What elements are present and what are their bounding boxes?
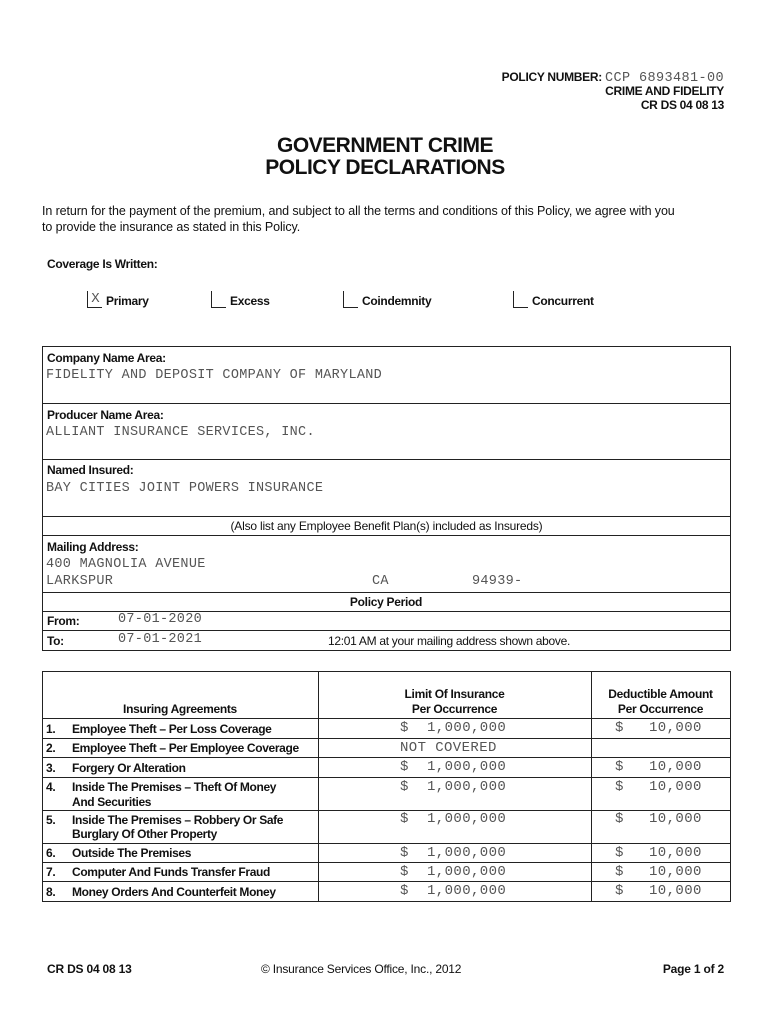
company-value: FIDELITY AND DEPOSIT COMPANY OF MARYLAND xyxy=(46,368,383,383)
row7-limit-currency: $ xyxy=(400,864,409,880)
excess-label: Excess xyxy=(230,294,270,308)
box-top-rule xyxy=(42,346,731,347)
col-limit-line1: Limit Of Insurance xyxy=(404,687,505,701)
row5-limit-currency: $ xyxy=(400,811,409,827)
row1-agreement: Employee Theft – Per Loss Coverage xyxy=(72,722,272,736)
primary-label: Primary xyxy=(106,294,149,308)
row7-agreement: Computer And Funds Transfer Fraud xyxy=(72,865,271,879)
col-insuring-agreements: Insuring Agreements xyxy=(123,702,237,716)
row8-deductible: 10,000 xyxy=(649,883,702,899)
row5-rule xyxy=(42,843,731,844)
row5-limit: 1,000,000 xyxy=(427,811,507,827)
row8-limit: 1,000,000 xyxy=(427,883,507,899)
company-divider xyxy=(42,403,731,404)
row7-limit: 1,000,000 xyxy=(427,864,507,880)
row4-deductible-currency: $ xyxy=(615,779,624,795)
row3-deductible: 10,000 xyxy=(649,759,702,775)
company-label: Company Name Area: xyxy=(47,351,166,365)
row4-limit-currency: $ xyxy=(400,779,409,795)
row4-deductible: 10,000 xyxy=(649,779,702,795)
row3-deductible-currency: $ xyxy=(615,759,624,775)
named-insured-value: BAY CITIES JOINT POWERS INSURANCE xyxy=(46,481,324,496)
also-list-divider xyxy=(42,535,731,536)
row4-agreement-line1: Inside The Premises – Theft Of Money xyxy=(72,780,277,794)
mailing-state: CA xyxy=(372,574,389,589)
excess-checkbox[interactable] xyxy=(211,291,226,308)
row3-limit: 1,000,000 xyxy=(427,759,507,775)
row6-agreement: Outside The Premises xyxy=(72,846,192,860)
row6-rule xyxy=(42,862,731,863)
row4-rule xyxy=(42,810,731,811)
col-limit-header xyxy=(318,687,591,717)
page-title-line1: GOVERNMENT CRIME xyxy=(276,134,493,157)
row1-limit: 1,000,000 xyxy=(427,720,507,736)
period-to-date: 07-01-2021 xyxy=(118,632,203,647)
concurrent-checkbox[interactable] xyxy=(513,291,528,308)
row1-num: 1. xyxy=(46,722,56,736)
mailing-street: 400 MAGNOLIA AVENUE xyxy=(46,557,206,572)
table-bottom-rule xyxy=(42,901,731,902)
row5-agreement-line2: Burglary Of Other Property xyxy=(72,827,217,841)
row2-limit: NOT COVERED xyxy=(400,740,497,756)
row5-agreement-line1: Inside The Premises – Robbery Or Safe xyxy=(72,813,284,827)
row8-num: 8. xyxy=(46,885,56,899)
row3-rule xyxy=(42,777,731,778)
row5-num: 5. xyxy=(46,813,56,827)
table-right-rule xyxy=(730,671,731,902)
row3-limit-currency: $ xyxy=(400,759,409,775)
row2-rule xyxy=(42,757,731,758)
producer-divider xyxy=(42,459,731,460)
col-deductible-line2: Per Occurrence xyxy=(617,702,704,716)
concurrent-label: Concurrent xyxy=(532,294,594,308)
footer-page-number: Page 1 of 2 xyxy=(662,962,724,976)
row1-deductible-currency: $ xyxy=(615,720,624,736)
row7-num: 7. xyxy=(46,865,56,879)
page-title-line2: POLICY DECLARATIONS xyxy=(265,156,505,179)
row1-limit-currency: $ xyxy=(400,720,409,736)
row6-limit: 1,000,000 xyxy=(427,845,507,861)
col-limit-line2: Per Occurrence xyxy=(411,702,498,716)
col-deductible-header xyxy=(591,687,730,717)
row1-rule xyxy=(42,738,731,739)
period-to-label: To: xyxy=(47,634,64,648)
mailing-zip: 94939- xyxy=(472,574,523,589)
row6-limit-currency: $ xyxy=(400,845,409,861)
row6-num: 6. xyxy=(46,846,56,860)
row4-num: 4. xyxy=(46,780,56,794)
policy-number-value: CCP 6893481-00 xyxy=(604,71,724,86)
row7-rule xyxy=(42,881,731,882)
primary-checkbox-mark: X xyxy=(91,291,100,307)
row8-deductible-currency: $ xyxy=(615,883,624,899)
insured-divider xyxy=(42,516,731,517)
intro-line1: In return for the payment of the premium, and subject to all the terms and conditions of this Policy, we agree with you xyxy=(42,204,675,218)
period-from-label: From: xyxy=(47,614,80,628)
mailing-city: LARKSPUR xyxy=(46,574,114,589)
period-from-date: 07-01-2020 xyxy=(118,612,203,627)
row4-limit: 1,000,000 xyxy=(427,779,507,795)
col-deductible-line1: Deductible Amount xyxy=(608,687,713,701)
row6-deductible: 10,000 xyxy=(649,845,702,861)
header-form-number: CR DS 04 08 13 xyxy=(640,98,724,112)
row2-num: 2. xyxy=(46,741,56,755)
mailing-address-label: Mailing Address: xyxy=(47,540,139,554)
footer-form-number: CR DS 04 08 13 xyxy=(47,962,132,976)
policy-number-label: POLICY NUMBER: xyxy=(501,70,602,84)
row2-agreement: Employee Theft – Per Employee Coverage xyxy=(72,741,299,755)
row6-deductible-currency: $ xyxy=(615,845,624,861)
coindemnity-checkbox[interactable] xyxy=(343,291,358,308)
row8-limit-currency: $ xyxy=(400,883,409,899)
named-insured-label: Named Insured: xyxy=(47,463,134,477)
intro-line2: to provide the insurance as stated in this Policy. xyxy=(42,220,301,234)
period-from-divider xyxy=(42,630,731,631)
row3-num: 3. xyxy=(46,761,56,775)
footer-copyright: © Insurance Services Office, Inc., 2012 xyxy=(261,962,462,976)
table-top-rule xyxy=(42,671,731,672)
row8-agreement: Money Orders And Counterfeit Money xyxy=(72,885,276,899)
row4-agreement-line2: And Securities xyxy=(72,795,152,809)
period-time-note: 12:01 AM at your mailing address shown above. xyxy=(328,634,570,648)
row7-deductible: 10,000 xyxy=(649,864,702,880)
policy-period-label: Policy Period xyxy=(349,595,423,609)
row5-deductible: 10,000 xyxy=(649,811,702,827)
coverage-label: Coverage Is Written: xyxy=(47,257,158,271)
intro-paragraph xyxy=(42,203,722,235)
row5-deductible-currency: $ xyxy=(615,811,624,827)
row7-deductible-currency: $ xyxy=(615,864,624,880)
mailing-divider xyxy=(42,592,731,593)
row3-agreement: Forgery Or Alteration xyxy=(72,761,186,775)
also-list-note: (Also list any Employee Benefit Plan(s) included as Insureds) xyxy=(230,519,543,533)
row1-deductible: 10,000 xyxy=(649,720,702,736)
box-bottom-rule xyxy=(42,650,731,651)
table-header-rule xyxy=(42,718,731,719)
producer-value: ALLIANT INSURANCE SERVICES, INC. xyxy=(46,425,315,440)
coindemnity-label: Coindemnity xyxy=(362,294,432,308)
producer-label: Producer Name Area: xyxy=(47,408,164,422)
header-line-crime-fidelity: CRIME AND FIDELITY xyxy=(605,84,724,98)
primary-checkbox[interactable] xyxy=(87,291,102,308)
